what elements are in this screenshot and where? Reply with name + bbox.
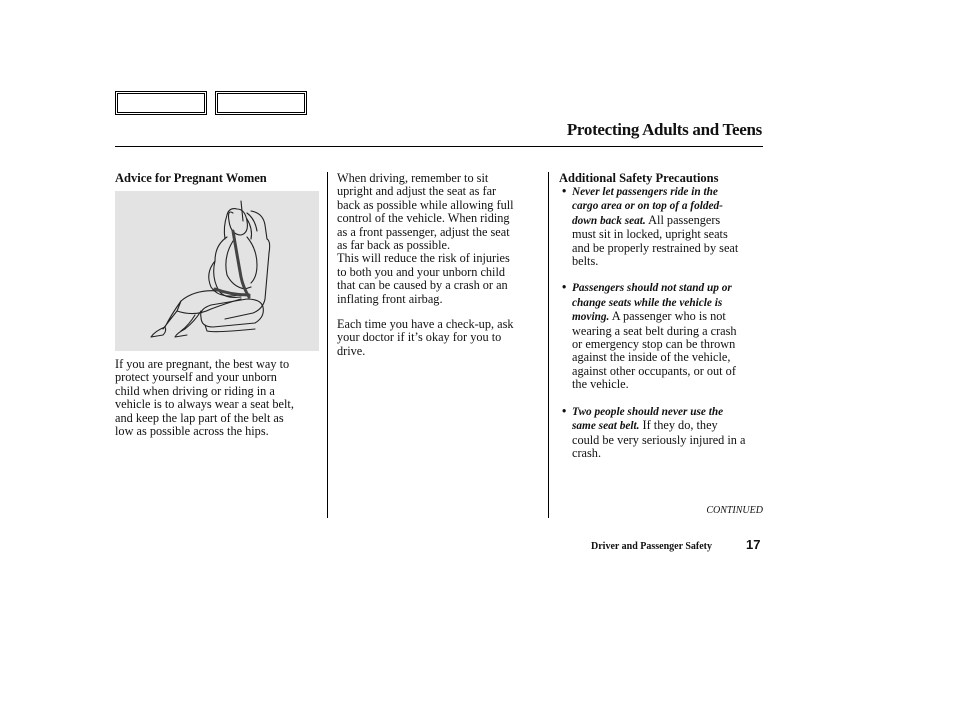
nav-tab-box-right[interactable] [215, 91, 307, 115]
footer-section-title: Driver and Passenger Safety [591, 541, 713, 552]
column-divider-1 [327, 172, 328, 518]
page-number: 17 [746, 537, 761, 552]
safety-precautions-list [559, 185, 769, 460]
list-item [559, 185, 769, 268]
title-rule [115, 146, 763, 147]
page-title: Protecting Adults and Teens [566, 120, 762, 139]
bullet-body-text: All passengers must sit in locked, upright seats and be properly restrained by seat belts. [572, 212, 739, 269]
pregnant-women-heading: Advice for Pregnant Women [115, 171, 267, 185]
safety-precautions-heading: Additional Safety Precautions [559, 171, 719, 185]
bullet-lead-text: Passengers should not stand up or change seats while the vehicle is moving. [572, 282, 732, 324]
nav-tab-box-left[interactable] [115, 91, 207, 115]
driving-advice-paragraph: When driving, remember to sit upright and adjust the seat as far back as possible while allowing full control of the vehicle. When riding as a front passenger, adjust the seat as far back as possible. This will reduce the risk of injuries to both you and your unborn child that can be caused by a crash or an inflating front airbag. [337, 171, 514, 306]
bullet-icon: • [562, 184, 567, 198]
list-item [559, 281, 769, 391]
continued-label: CONTINUED [706, 505, 763, 516]
pregnant-woman-seatbelt-illustration [115, 191, 319, 351]
checkup-paragraph: Each time you have a check-up, ask your doctor if it’s okay for you to drive. [337, 317, 514, 358]
bullet-lead-text: Never let passengers ride in the cargo area or on top of a folded- down back seat. [572, 186, 723, 227]
bullet-lead-text: Two people should never use the same seat belt. [572, 405, 724, 433]
bullet-body-text: If they do, they could be very seriously injured in a crash. [572, 418, 746, 460]
bullet-icon: • [562, 280, 567, 295]
list-item [559, 405, 769, 461]
woman-in-seat-icon [115, 191, 319, 351]
pregnant-advice-paragraph: If you are pregnant, the best way to protect yourself and your unborn child when driving or riding in a vehicle is to always wear a seat belt, and keep the lap part of the belt as low as possible across the hips. [115, 357, 294, 439]
bullet-icon: • [562, 403, 567, 418]
bullet-body-text: A passenger who is not wearing a seat belt during a crash or emergency stop can be thrown against the inside of the vehicle, against other occupants, or out of the vehicle. [572, 309, 737, 392]
column-divider-2 [548, 172, 549, 518]
